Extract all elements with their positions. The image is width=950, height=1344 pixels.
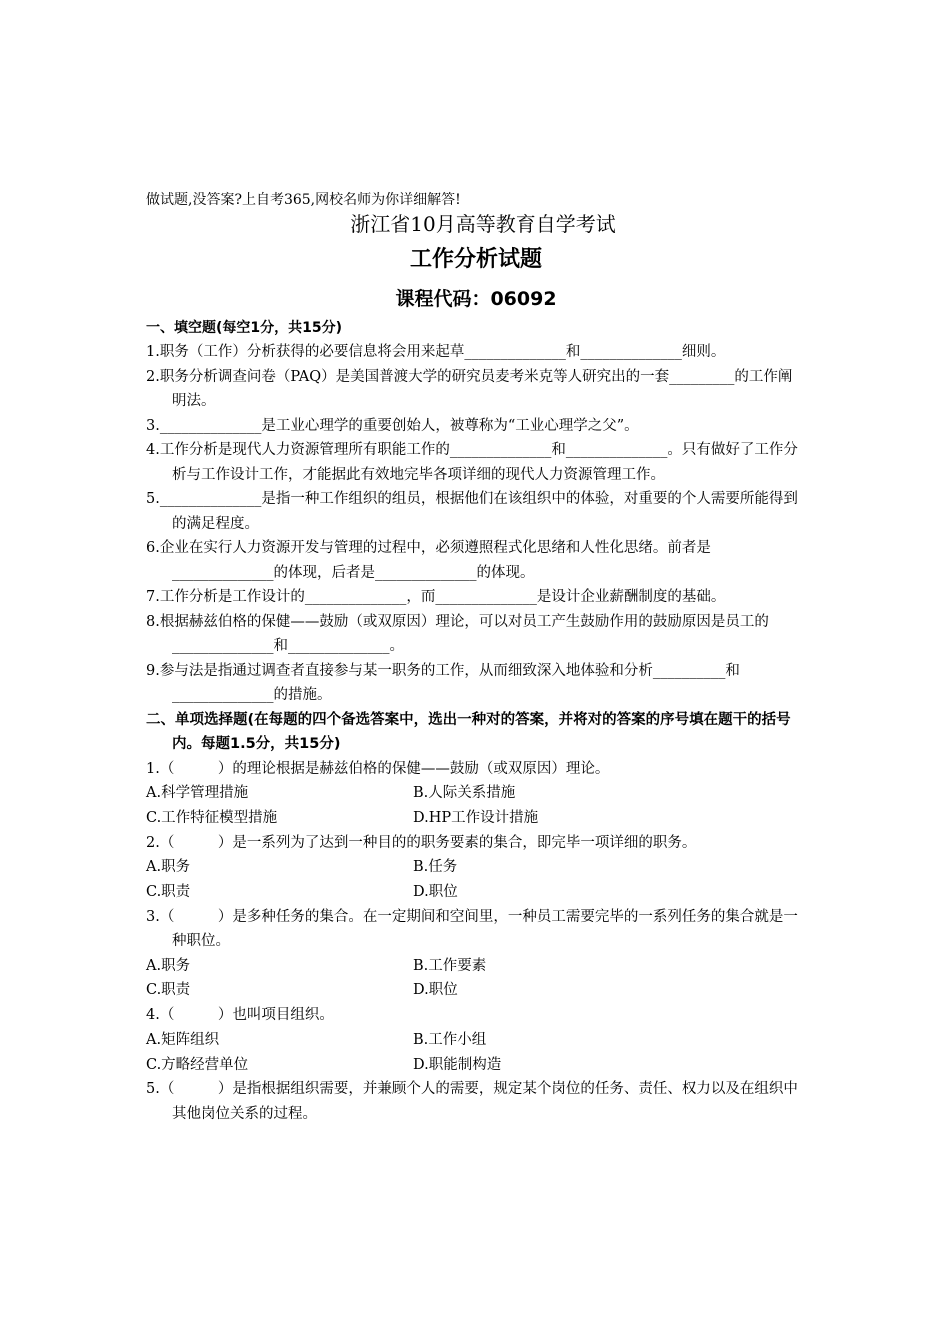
option-b: B.工作要素 (413, 957, 487, 974)
fill-question-4: 4.工作分析是现代人力资源管理所有职能工作的______________和______________。只有做好了工作分析与工作设计工作，才能据此有效地完毕各项详细的现代人力资源管理工作。 (146, 442, 798, 483)
choice-question-1-options-cd (146, 806, 806, 831)
choice-question-2-options-cd (146, 880, 806, 905)
option-c: C.职责 (146, 883, 191, 900)
option-a: A.职务 (146, 859, 191, 876)
option-b: B.任务 (413, 859, 458, 876)
fill-question-9: 9.参与法是指通过调查者直接参与某一职务的工作，从而细致深入地体验和分析__________和______________的措施。 (146, 662, 740, 703)
choice-question-4-stem: 4.（ ）也叫项目组织。 (146, 1007, 334, 1024)
exam-title: 浙江省10月高等教育自学考试 (350, 212, 616, 236)
fill-question-3: 3.______________是工业心理学的重要创始人，被尊称为“工业心理学之父”。 (146, 417, 639, 434)
choice-question-2-stem: 2.（ ）是一系列为了达到一种目的的职务要素的集合，即完毕一项详细的职务。 (146, 834, 697, 851)
option-a: A.职务 (146, 957, 191, 974)
option-d: D.职位 (413, 883, 458, 900)
fill-question-8: 8.根据赫兹伯格的保健——鼓励（或双原因）理论，可以对员工产生鼓励作用的鼓励原因是员工的______________和______________。 (146, 613, 769, 654)
option-a: A.矩阵组织 (146, 1031, 220, 1048)
choice-question-3-options-cd (146, 978, 806, 1003)
exam-page (146, 190, 806, 1126)
fill-question-5: 5.______________是指一种工作组织的组员，根据他们在该组织中的体验，对重要的个人需要所能得到的满足程度。 (146, 491, 798, 532)
choice-question-4-options-cd (146, 1053, 806, 1078)
choice-question-5-stem: 5.（ ）是指根据组织需要，并兼顾个人的需要，规定某个岗位的任务、责任、权力以及在组织中其他岗位关系的过程。 (146, 1081, 798, 1122)
option-d: D.HP工作设计措施 (413, 809, 539, 826)
option-a: A.科学管理措施 (146, 785, 249, 801)
option-c: C.方略经营单位 (146, 1056, 249, 1073)
fill-question-7: 7.工作分析是工作设计的______________，而______________是设计企业薪酬制度的基础。 (146, 589, 726, 605)
fill-question-6: 6.企业在实行人力资源开发与管理的过程中，必须遵照程式化思绪和人性化思绪。前者是______________的体现，后者是______________的体现。 (146, 540, 711, 581)
fill-question-1: 1.职务（工作）分析获得的必要信息将会用来起草______________和______________细则。 (146, 344, 726, 360)
choice-question-1-options-ab (146, 781, 806, 806)
choice-question-2-options-ab (146, 855, 806, 880)
paper-title: 工作分析试题 (409, 247, 542, 272)
choice-question-3-options-ab (146, 954, 806, 979)
option-b: B.工作小组 (413, 1031, 487, 1048)
course-code: 课程代码：06092 (395, 288, 557, 310)
choice-question-1-stem: 1.（ ）的理论根据是赫兹伯格的保健——鼓励（或双原因）理论。 (146, 760, 610, 777)
section1-heading: 一、填空题(每空1分，共15分) (146, 320, 343, 336)
option-c: C.工作特征模型措施 (146, 809, 278, 826)
section2-heading: 二、单项选择题(在每题的四个备选答案中，选出一种对的答案，并将对的答案的序号填在题干的括号内。每题1.5分，共15分) (146, 711, 791, 752)
option-b: B.人际关系措施 (413, 785, 516, 801)
fill-question-2: 2.职务分析调查问卷（PAQ）是美国普渡大学的研究员麦考米克等人研究出的一套_________的工作阐明法。 (146, 368, 793, 409)
choice-question-4-options-ab (146, 1028, 806, 1053)
option-d: D.职位 (413, 982, 458, 999)
choice-question-3-stem: 3.（ ）是多种任务的集合。在一定期间和空间里，一种员工需要完毕的一系列任务的集合就是一种职位。 (146, 908, 798, 950)
option-c: C.职责 (146, 982, 191, 999)
header-note: 做试题,没答案?上自考365,网校名师为你详细解答! (146, 192, 461, 208)
option-d: D.职能制构造 (413, 1056, 502, 1073)
